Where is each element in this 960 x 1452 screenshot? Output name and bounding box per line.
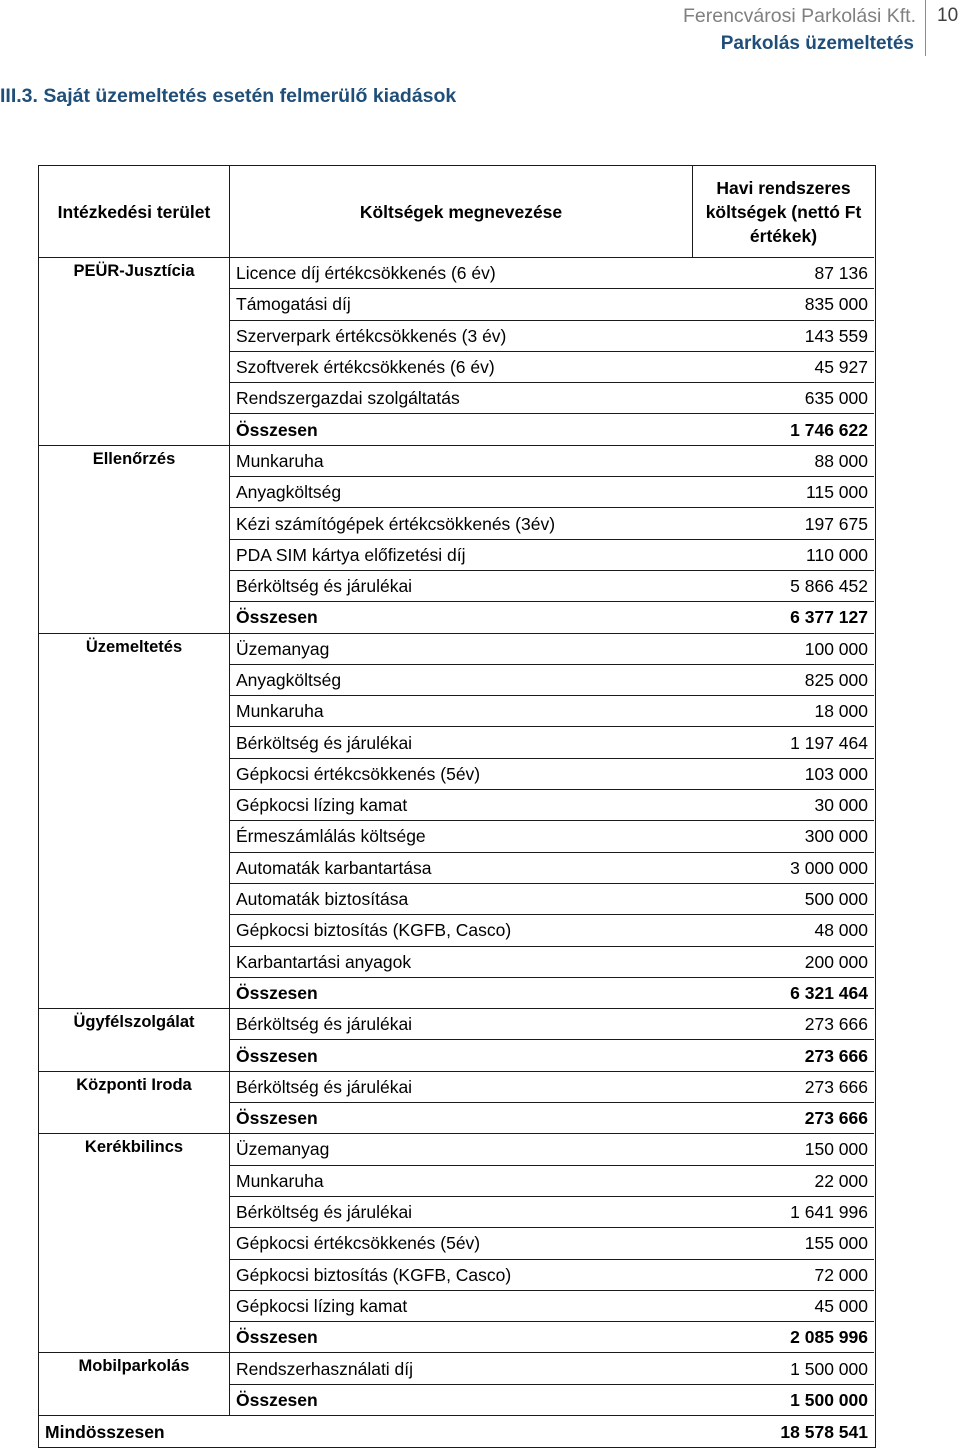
subtotal-label: Összesen [230, 1322, 693, 1353]
cost-item-amount: 30 000 [693, 790, 874, 821]
subtotal-label: Összesen [230, 978, 693, 1009]
subtotal-amount: 6 377 127 [693, 602, 874, 633]
cost-item-amount: 1 500 000 [693, 1353, 874, 1384]
cost-item-name: Gépkocsi lízing kamat [230, 1291, 693, 1322]
cost-item-amount: 18 000 [693, 696, 874, 727]
cost-item-name: Rendszerhasználati díj [230, 1353, 693, 1384]
cost-item-amount: 300 000 [693, 821, 874, 852]
area-cell: Központi Iroda [39, 1072, 230, 1135]
cost-item-amount: 45 000 [693, 1291, 874, 1322]
area-cell: Ügyfélszolgálat [39, 1009, 230, 1072]
cost-item-name: Gépkocsi lízing kamat [230, 790, 693, 821]
cost-item-name: Üzemanyag [230, 1134, 693, 1165]
cost-item-name: PDA SIM kártya előfizetési díj [230, 540, 693, 571]
cost-item-name: Munkaruha [230, 1166, 693, 1197]
cost-item-amount: 835 000 [693, 289, 874, 320]
cost-item-amount: 87 136 [693, 258, 874, 289]
cost-item-name: Munkaruha [230, 446, 693, 477]
header-divider [925, 0, 926, 56]
section-name: Parkolás üzemeltetés [720, 33, 914, 54]
cost-item-name: Anyagköltség [230, 665, 693, 696]
area-cell: Mobilparkolás [39, 1353, 230, 1416]
cost-item-name: Szoftverek értékcsökkenés (6 év) [230, 352, 693, 383]
cost-item-amount: 273 666 [693, 1009, 874, 1040]
cost-item-name: Munkaruha [230, 696, 693, 727]
cost-item-name: Anyagköltség [230, 477, 693, 508]
column-header-label: Költségek megnevezése [359, 201, 563, 222]
section-title: III.3. Saját üzemeltetés esetén felmerülő kiadások [0, 85, 457, 107]
page-number: 10 [937, 5, 959, 26]
cost-item-name: Rendszergazdai szolgáltatás [230, 383, 693, 414]
cost-item-amount: 100 000 [693, 634, 874, 665]
subtotal-amount: 2 085 996 [693, 1322, 874, 1353]
cost-item-name: Bérköltség és járulékai [230, 571, 693, 602]
company-name: Ferencvárosi Parkolási Kft. [682, 5, 916, 27]
cost-item-amount: 5 866 452 [693, 571, 874, 602]
cost-item-amount: 825 000 [693, 665, 874, 696]
grand-total-amount: 18 578 541 [780, 1421, 868, 1442]
subtotal-label: Összesen [230, 602, 693, 633]
cost-item-amount: 22 000 [693, 1166, 874, 1197]
area-cell: Kerékbilincs [39, 1134, 230, 1353]
column-header-area [39, 166, 230, 258]
subtotal-label: Összesen [230, 1103, 693, 1134]
cost-item-amount: 3 000 000 [693, 853, 874, 884]
cost-item-amount: 635 000 [693, 383, 874, 414]
cost-item-name: Gépkocsi biztosítás (KGFB, Casco) [230, 915, 693, 946]
cost-item-name: Karbantartási anyagok [230, 947, 693, 978]
cost-item-name: Bérköltség és járulékai [230, 1072, 693, 1103]
area-cell: PEÜR-Jusztícia [39, 258, 230, 446]
cost-item-name: Automaták biztosítása [230, 884, 693, 915]
cost-item-amount: 200 000 [693, 947, 874, 978]
subtotal-amount: 1 500 000 [693, 1385, 874, 1416]
column-header-label: Intézkedési terület [57, 201, 211, 222]
cost-item-name: Szerverpark értékcsökkenés (3 év) [230, 321, 693, 352]
subtotal-amount: 273 666 [693, 1040, 874, 1071]
subtotal-label: Összesen [230, 1040, 693, 1071]
subtotal-amount: 6 321 464 [693, 978, 874, 1009]
grand-total-label: Mindösszesen [45, 1421, 165, 1442]
cost-item-name: Támogatási díj [230, 289, 693, 320]
cost-item-amount: 45 927 [693, 352, 874, 383]
column-header-cost-name [230, 166, 693, 258]
area-cell: Ellenőrzés [39, 446, 230, 634]
cost-item-name: Kézi számítógépek értékcsökkenés (3év) [230, 508, 693, 539]
cost-table [38, 165, 876, 1448]
cost-item-name: Gépkocsi értékcsökkenés (5év) [230, 759, 693, 790]
cost-item-name: Gépkocsi értékcsökkenés (5év) [230, 1228, 693, 1259]
area-cell: Üzemeltetés [39, 634, 230, 1010]
cost-item-amount: 88 000 [693, 446, 874, 477]
subtotal-label: Összesen [230, 1385, 693, 1416]
cost-item-amount: 103 000 [693, 759, 874, 790]
cost-item-amount: 1 197 464 [693, 727, 874, 758]
cost-item-name: Bérköltség és járulékai [230, 1009, 693, 1040]
subtotal-amount: 1 746 622 [693, 414, 874, 445]
cost-item-amount: 1 641 996 [693, 1197, 874, 1228]
cost-item-amount: 155 000 [693, 1228, 874, 1259]
cost-item-amount: 115 000 [693, 477, 874, 508]
cost-item-name: Licence díj értékcsökkenés (6 év) [230, 258, 693, 289]
cost-item-amount: 150 000 [693, 1134, 874, 1165]
cost-item-name: Érmeszámlálás költsége [230, 821, 693, 852]
cost-item-name: Bérköltség és járulékai [230, 1197, 693, 1228]
cost-item-amount: 48 000 [693, 915, 874, 946]
cost-item-name: Bérköltség és járulékai [230, 727, 693, 758]
cost-item-amount: 197 675 [693, 508, 874, 539]
cost-item-name: Üzemanyag [230, 634, 693, 665]
cost-item-name: Gépkocsi biztosítás (KGFB, Casco) [230, 1260, 693, 1291]
cost-item-amount: 110 000 [693, 540, 874, 571]
subtotal-label: Összesen [230, 414, 693, 445]
cost-item-amount: 72 000 [693, 1260, 874, 1291]
subtotal-amount: 273 666 [693, 1103, 874, 1134]
column-header-label: Havi rendszeres költségek (nettó Ft értékek) [705, 177, 862, 246]
cost-item-amount: 143 559 [693, 321, 874, 352]
cost-item-amount: 500 000 [693, 884, 874, 915]
column-header-monthly-cost [693, 166, 874, 258]
cost-item-name: Automaták karbantartása [230, 853, 693, 884]
cost-item-amount: 273 666 [693, 1072, 874, 1103]
